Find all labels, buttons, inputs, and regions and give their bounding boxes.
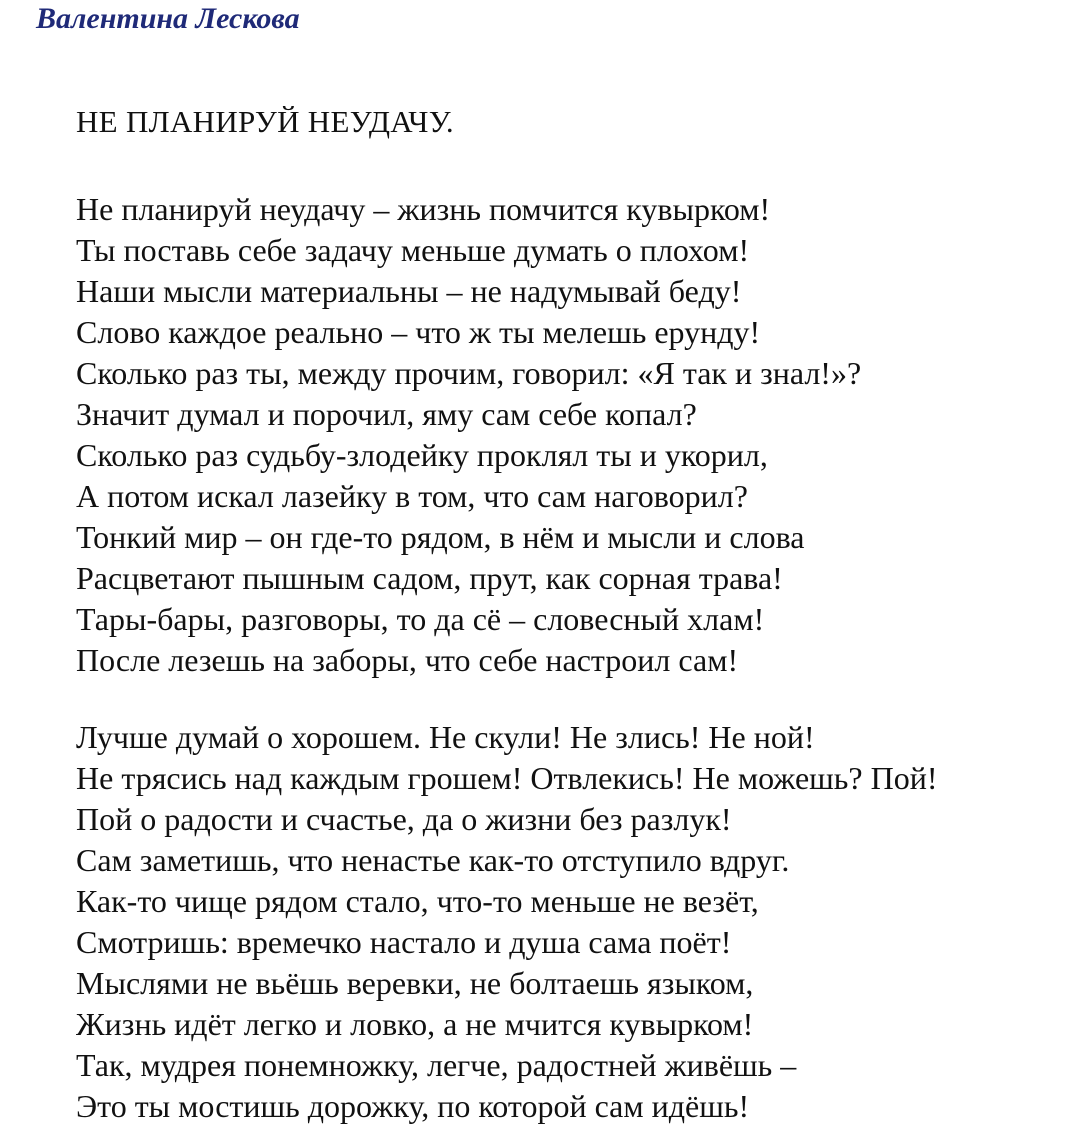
stanza-1 [76,189,861,681]
poem-title: НЕ ПЛАНИРУЙ НЕУДАЧУ. [76,104,454,139]
poem-line: Не планируй неудачу – жизнь помчится кувырком! [76,191,771,227]
poem-line: Мыслями не вьёшь веревки, не болтаешь языком, [76,965,754,1001]
poem-line: А потом искал лазейку в том, что сам наговорил? [76,478,748,514]
poem-line: Смотришь: времечко настало и душа сама поёт! [76,924,732,960]
poem-line: Тонкий мир – он где-то рядом, в нём и мысли и слова [76,519,805,555]
stanza-2 [76,717,937,1127]
poem-line: Это ты мостишь дорожку, по которой сам идёшь! [76,1088,750,1124]
poem-line: Сколько раз судьбу-злодейку проклял ты и укорил, [76,437,768,473]
poem-line: После лезешь на заборы, что себе настроил сам! [76,642,739,678]
poem-line: Ты поставь себе задачу меньше думать о плохом! [76,232,750,268]
poem-line: Жизнь идёт легко и ловко, а не мчится кувырком! [76,1006,754,1042]
poem-line: Сам заметишь, что ненастье как-то отступило вдруг. [76,842,790,878]
poem-line: Сколько раз ты, между прочим, говорил: «Я так и знал!»? [76,355,862,391]
poem-line: Так, мудрея понемножку, легче, радостней живёшь – [76,1047,797,1083]
poem-line: Лучше думай о хорошем. Не скули! Не злись! Не ной! [76,719,815,755]
poem-line: Наши мысли материальны – не надумывай беду! [76,273,742,309]
poem-line: Тары-бары, разговоры, то да сё – словесный хлам! [76,601,765,637]
poem-line: Расцветают пышным садом, прут, как сорная трава! [76,560,783,596]
author-name: Валентина Лескова [36,2,300,35]
poem-line: Не трясись над каждым грошем! Отвлекись! Не можешь? Пой! [76,760,938,796]
poem-line: Значит думал и порочил, яму сам себе копал? [76,396,697,432]
poem-line: Как-то чище рядом стало, что-то меньше не везёт, [76,883,759,919]
poem-line: Слово каждое реально – что ж ты мелешь ерунду! [76,314,761,350]
poem-line: Пой о радости и счастье, да о жизни без разлук! [76,801,732,837]
